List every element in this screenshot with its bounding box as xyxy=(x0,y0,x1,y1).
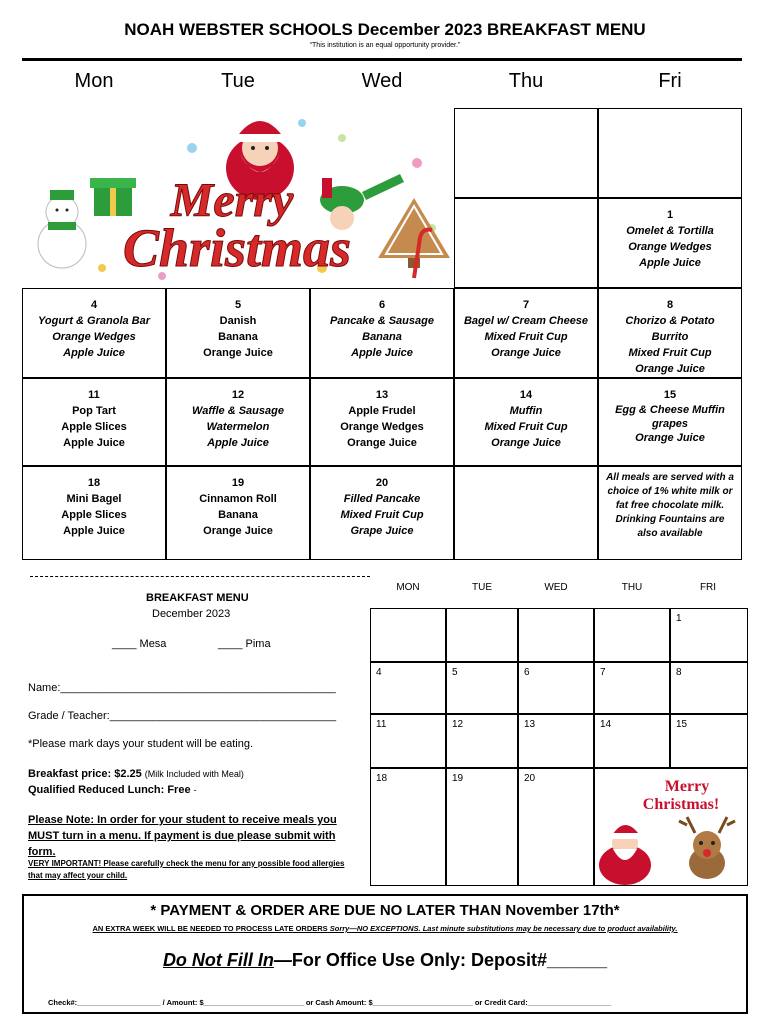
merry-christmas-banner xyxy=(22,108,452,288)
mini-christmas-text: Christmas! xyxy=(642,796,720,813)
menu-item: Apple Juice xyxy=(63,347,125,359)
mini-merry-text: Merry xyxy=(664,778,710,795)
menu-item: Mini Bagel xyxy=(66,493,122,505)
grade-teacher-field[interactable]: Grade / Teacher:_____________________________________ xyxy=(28,710,337,722)
day-tue: Tue xyxy=(221,70,255,92)
day-number: 8 xyxy=(666,299,674,311)
menu-item: Bagel w/ Cream Cheese xyxy=(463,315,589,327)
cell-thu-empty-2 xyxy=(454,198,598,288)
cell-thu-empty xyxy=(454,108,598,198)
day-number: 18 xyxy=(87,477,101,489)
mini-header-thu: THU xyxy=(621,582,643,593)
cell-day-18 xyxy=(22,466,166,560)
mini-cell-11[interactable]: 11 xyxy=(370,714,446,768)
name-field[interactable]: Name:_____________________________________________ xyxy=(28,682,336,694)
menu-item: Danish xyxy=(219,315,257,327)
day-mon: Mon xyxy=(74,70,114,92)
merry-text: Merry xyxy=(170,174,294,227)
menu-item: Cinnamon Roll xyxy=(199,493,277,505)
header-rule xyxy=(22,58,742,61)
breakfast-price: Breakfast price: $2.25 xyxy=(28,768,142,780)
mark-days-instruction: *Please mark days your student will be eating. xyxy=(28,738,254,750)
mesa-checkbox[interactable]: ____ Mesa xyxy=(112,638,167,650)
menu-item: Orange Wedges xyxy=(52,331,136,343)
menu-item: Mixed Fruit Cup xyxy=(484,421,568,433)
cell-milk-note xyxy=(598,466,742,560)
mini-cell-14[interactable]: 14 xyxy=(594,714,670,768)
menu-item: Apple Frudel xyxy=(348,405,416,417)
menu-item: Orange Juice xyxy=(347,437,417,449)
gingerbread-tree-icon xyxy=(378,198,450,268)
cell-thu-empty-3 xyxy=(454,466,598,560)
mini-header-wed: WED xyxy=(544,582,568,593)
order-calendar xyxy=(370,568,750,886)
menu-item: Pancake & Sausage xyxy=(330,315,434,327)
day-number: 1 xyxy=(666,209,674,221)
cell-day-6 xyxy=(310,288,454,378)
menu-item: Orange Wedges xyxy=(340,421,424,433)
day-number: 12 xyxy=(231,389,245,401)
menu-item: Apple Juice xyxy=(207,437,269,449)
please-note: Please Note: In order for your student to receive meals you MUST turn in a menu. If payment is due please submit with form. xyxy=(28,814,337,858)
mini-cell-7[interactable]: 7 xyxy=(594,662,670,714)
day-number: 20 xyxy=(375,477,389,489)
day-number: 15 xyxy=(663,389,677,401)
menu-item: Filled Pancake xyxy=(343,493,421,505)
mini-cell[interactable] xyxy=(518,608,594,662)
christmas-text: Christmas xyxy=(122,218,352,278)
menu-item: Apple Slices xyxy=(61,509,127,521)
payment-deadline: * PAYMENT & ORDER ARE DUE NO LATER THAN November 17th* xyxy=(150,902,620,919)
day-number: 4 xyxy=(90,299,98,311)
mini-cell-8[interactable]: 8 xyxy=(670,662,748,714)
menu-item: Waffle & Sausage xyxy=(192,405,284,417)
day-fri: Fri xyxy=(658,70,682,92)
mini-cell[interactable] xyxy=(370,608,446,662)
cell-day-5 xyxy=(166,288,310,378)
mini-header-tue: TUE xyxy=(472,582,492,593)
reindeer-icon xyxy=(679,817,735,879)
menu-item: Orange Wedges xyxy=(628,241,712,253)
day-number: 14 xyxy=(519,389,533,401)
mini-cell-15[interactable]: 15 xyxy=(670,714,748,768)
cell-day-20 xyxy=(310,466,454,560)
menu-item: Orange Juice xyxy=(635,363,705,375)
menu-item: Yogurt & Granola Bar xyxy=(37,315,151,327)
mini-header-mon: MON xyxy=(396,582,420,593)
cell-day-15 xyxy=(598,378,742,466)
cell-fri-empty xyxy=(598,108,742,198)
mini-cell[interactable] xyxy=(594,608,670,662)
santa-icon xyxy=(599,825,651,885)
menu-item: Omelet & Tortilla xyxy=(626,225,714,237)
menu-item: Muffin xyxy=(509,405,543,417)
christmas-artwork xyxy=(22,108,452,288)
reduced-dash: - xyxy=(193,785,197,795)
menu-item: Apple Slices xyxy=(61,421,127,433)
menu-item: Apple Juice xyxy=(63,437,125,449)
payment-box xyxy=(22,894,748,1014)
mini-header-fri: FRI xyxy=(699,582,717,593)
menu-item: Orange Juice xyxy=(491,347,561,359)
day-number: 6 xyxy=(378,299,386,311)
menu-item: Pop Tart xyxy=(72,405,116,417)
snowman-icon xyxy=(38,190,86,268)
menu-item: Mixed Fruit Cup xyxy=(484,331,568,343)
mini-cell-18[interactable]: 18 xyxy=(370,768,446,886)
menu-item: Mixed Fruit Cup xyxy=(340,509,424,521)
late-order-warning: AN EXTRA WEEK WILL BE NEEDED TO PROCESS LATE ORDERS xyxy=(92,924,328,933)
menu-item: Egg & Cheese Muffin xyxy=(615,404,725,416)
day-thu: Thu xyxy=(508,70,544,92)
cell-day-14 xyxy=(454,378,598,466)
menu-item: Chorizo & Potato xyxy=(625,315,715,327)
office-use-only xyxy=(24,950,746,971)
do-not-fill-in: Do Not Fill In xyxy=(162,950,274,970)
mini-cell-6[interactable]: 6 xyxy=(518,662,594,714)
menu-item: Mixed Fruit Cup xyxy=(628,347,712,359)
day-wed: Wed xyxy=(361,70,403,92)
menu-item: Orange Juice xyxy=(203,525,273,537)
menu-item: Apple Juice xyxy=(351,347,413,359)
milk-note: All meals are served with a choice of 1% white milk or fat free chocolate milk. Drinking Fountains are also available xyxy=(606,472,734,539)
cell-day-19 xyxy=(166,466,310,560)
cell-day-12 xyxy=(166,378,310,466)
cut-line xyxy=(30,576,370,577)
menu-item: Apple Juice xyxy=(639,257,701,269)
mini-xmas-image xyxy=(594,768,748,886)
day-number: 5 xyxy=(234,299,242,311)
cell-day-11 xyxy=(22,378,166,466)
day-number: 7 xyxy=(522,299,530,311)
menu-item: Orange Juice xyxy=(491,437,561,449)
mini-cell-20[interactable]: 20 xyxy=(518,768,594,886)
menu-item: Banana xyxy=(218,509,258,521)
late-order-note xyxy=(24,924,746,933)
substitution-note: Sorry—NO EXCEPTIONS. Last minute substitutions may be necessary due to product availability. xyxy=(327,924,678,933)
day-number: 19 xyxy=(231,477,245,489)
mini-cell-1[interactable]: 1 xyxy=(670,608,748,662)
cell-day-7 xyxy=(454,288,598,378)
form-heading: BREAKFAST MENU xyxy=(146,592,249,604)
menu-item: Grape Juice xyxy=(350,525,414,537)
mini-cell[interactable] xyxy=(446,608,518,662)
day-number: 13 xyxy=(375,389,389,401)
cell-day-13 xyxy=(310,378,454,466)
menu-item: Banana xyxy=(362,331,402,343)
menu-item: Burrito xyxy=(651,331,689,343)
menu-item: Orange Juice xyxy=(203,347,273,359)
day-number: 11 xyxy=(88,389,100,401)
reduced-lunch: Qualified Reduced Lunch: Free xyxy=(28,784,191,796)
deposit-field: —For Office Use Only: Deposit#______ xyxy=(273,950,608,970)
form-month: December 2023 xyxy=(152,608,231,620)
mini-cell-13[interactable]: 13 xyxy=(518,714,594,768)
allergy-warning: VERY IMPORTANT! Please carefully check the menu for any possible food allergies that may affect your child. xyxy=(28,859,345,880)
mini-cell-5[interactable]: 5 xyxy=(446,662,518,714)
page-title: NOAH WEBSTER SCHOOLS December 2023 BREAKFAST MENU xyxy=(124,20,646,39)
menu-item: Banana xyxy=(218,331,258,343)
weekday-header xyxy=(22,70,742,98)
santa-reindeer-artwork xyxy=(595,769,747,885)
cell-day-1 xyxy=(598,198,742,288)
menu-item: Orange Juice xyxy=(635,432,705,444)
payment-fields: Check#:____________________ / Amount: $________________________ or Cash Amount: $________________________ or Credit Card:____________________ xyxy=(48,998,612,1007)
cell-day-4 xyxy=(22,288,166,378)
price-note: (Milk Included with Meal) xyxy=(144,769,244,779)
mini-cell-12[interactable]: 12 xyxy=(446,714,518,768)
pima-checkbox[interactable]: ____ Pima xyxy=(218,638,271,650)
menu-item: Watermelon xyxy=(206,421,270,433)
equal-opportunity-note: “This institution is an equal opportunity provider.” xyxy=(309,42,461,49)
mini-cell-4[interactable]: 4 xyxy=(370,662,446,714)
menu-item: grapes xyxy=(651,418,689,430)
cell-day-8 xyxy=(598,288,742,378)
mini-cell-19[interactable]: 19 xyxy=(446,768,518,886)
menu-item: Apple Juice xyxy=(63,525,125,537)
gift-icon xyxy=(90,178,136,216)
